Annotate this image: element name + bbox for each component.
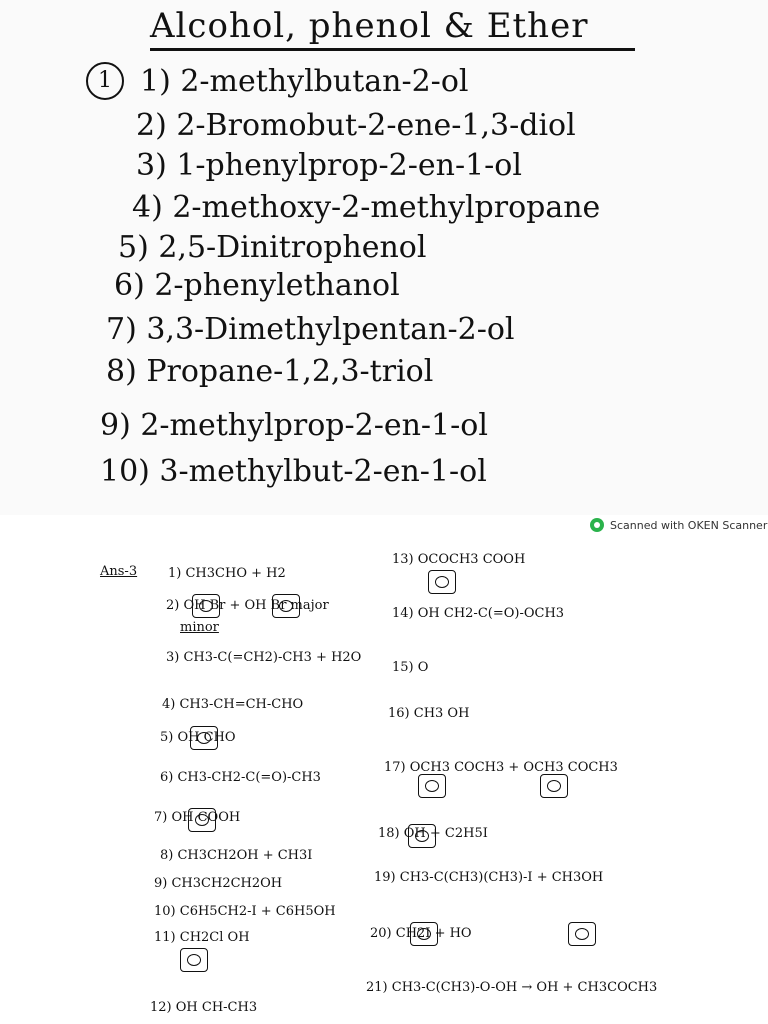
- question-item: 6) 2-phenylethanol: [114, 268, 400, 303]
- answer-item: 2) OH Br + OH Br major: [166, 598, 329, 613]
- scanner-logo-icon: [590, 518, 604, 532]
- benzene-ring-icon: [540, 774, 568, 798]
- answer-item: 3) CH3-C(=CH2)-CH3 + H2O: [166, 650, 362, 665]
- answer-item: 16) CH3 OH: [388, 706, 470, 721]
- answer-item: 11) CH2Cl OH: [154, 930, 250, 945]
- answer-item: 18) OH + C2H5I: [378, 826, 488, 841]
- answer-item: 4) CH3-CH=CH-CHO: [162, 697, 304, 712]
- answer-item: 10) C6H5CH2-I + C6H5OH: [154, 904, 336, 919]
- benzene-ring-icon: [428, 570, 456, 594]
- benzene-ring-icon: [180, 948, 208, 972]
- question-item: 1) 2-methylbutan-2-ol: [140, 64, 469, 99]
- question-item: 7) 3,3-Dimethylpentan-2-ol: [106, 312, 515, 347]
- benzene-ring-icon: [418, 774, 446, 798]
- answer-item: 1) CH3CHO + H2: [168, 566, 286, 581]
- answer-item: 19) CH3-C(CH3)(CH3)-I + CH3OH: [374, 870, 604, 885]
- question-item: 10) 3-methylbut-2-en-1-ol: [100, 454, 487, 489]
- answer-item: 20) CH2I + HO: [370, 926, 472, 941]
- answer-item: 7) OH COOH: [154, 810, 241, 825]
- question-item: 4) 2-methoxy-2-methylpropane: [132, 190, 601, 225]
- answers-label: Ans-3: [100, 564, 138, 579]
- question-item: 9) 2-methylprop-2-en-1-ol: [100, 408, 488, 443]
- title-underline: [150, 48, 635, 51]
- question-item: 8) Propane-1,2,3-triol: [106, 354, 434, 389]
- answer-item: 21) CH3-C(CH3)-O-OH → OH + CH3COCH3: [366, 980, 658, 995]
- answer-item: 15) O: [392, 660, 429, 675]
- answer-item: 9) CH3CH2CH2OH: [154, 876, 283, 891]
- answer-item: 14) OH CH2-C(=O)-OCH3: [392, 606, 565, 621]
- scanner-watermark: [590, 518, 767, 532]
- question-item: 5) 2,5-Dinitrophenol: [118, 230, 427, 265]
- question-item: 2) 2-Bromobut-2-ene-1,3-diol: [136, 108, 576, 143]
- question-item: 3) 1-phenylprop-2-en-1-ol: [136, 148, 522, 183]
- scanner-text: Scanned with OKEN Scanner: [610, 518, 768, 532]
- page-title: Alcohol, phenol & Ether: [150, 6, 589, 46]
- question-number-circle: 1: [86, 62, 124, 100]
- answer-item: 13) OCOCH3 COOH: [392, 552, 526, 567]
- answer-item: 12) OH CH-CH3: [150, 1000, 258, 1015]
- benzene-ring-icon: [568, 922, 596, 946]
- answer-item: 8) CH3CH2OH + CH3I: [160, 848, 313, 863]
- answer-item: 5) OH CHO: [160, 730, 236, 745]
- answer-item: 17) OCH3 COCH3 + OCH3 COCH3: [384, 760, 618, 775]
- answer-item-minor: minor: [180, 620, 219, 635]
- answer-item: 6) CH3-CH2-C(=O)-CH3: [160, 770, 321, 785]
